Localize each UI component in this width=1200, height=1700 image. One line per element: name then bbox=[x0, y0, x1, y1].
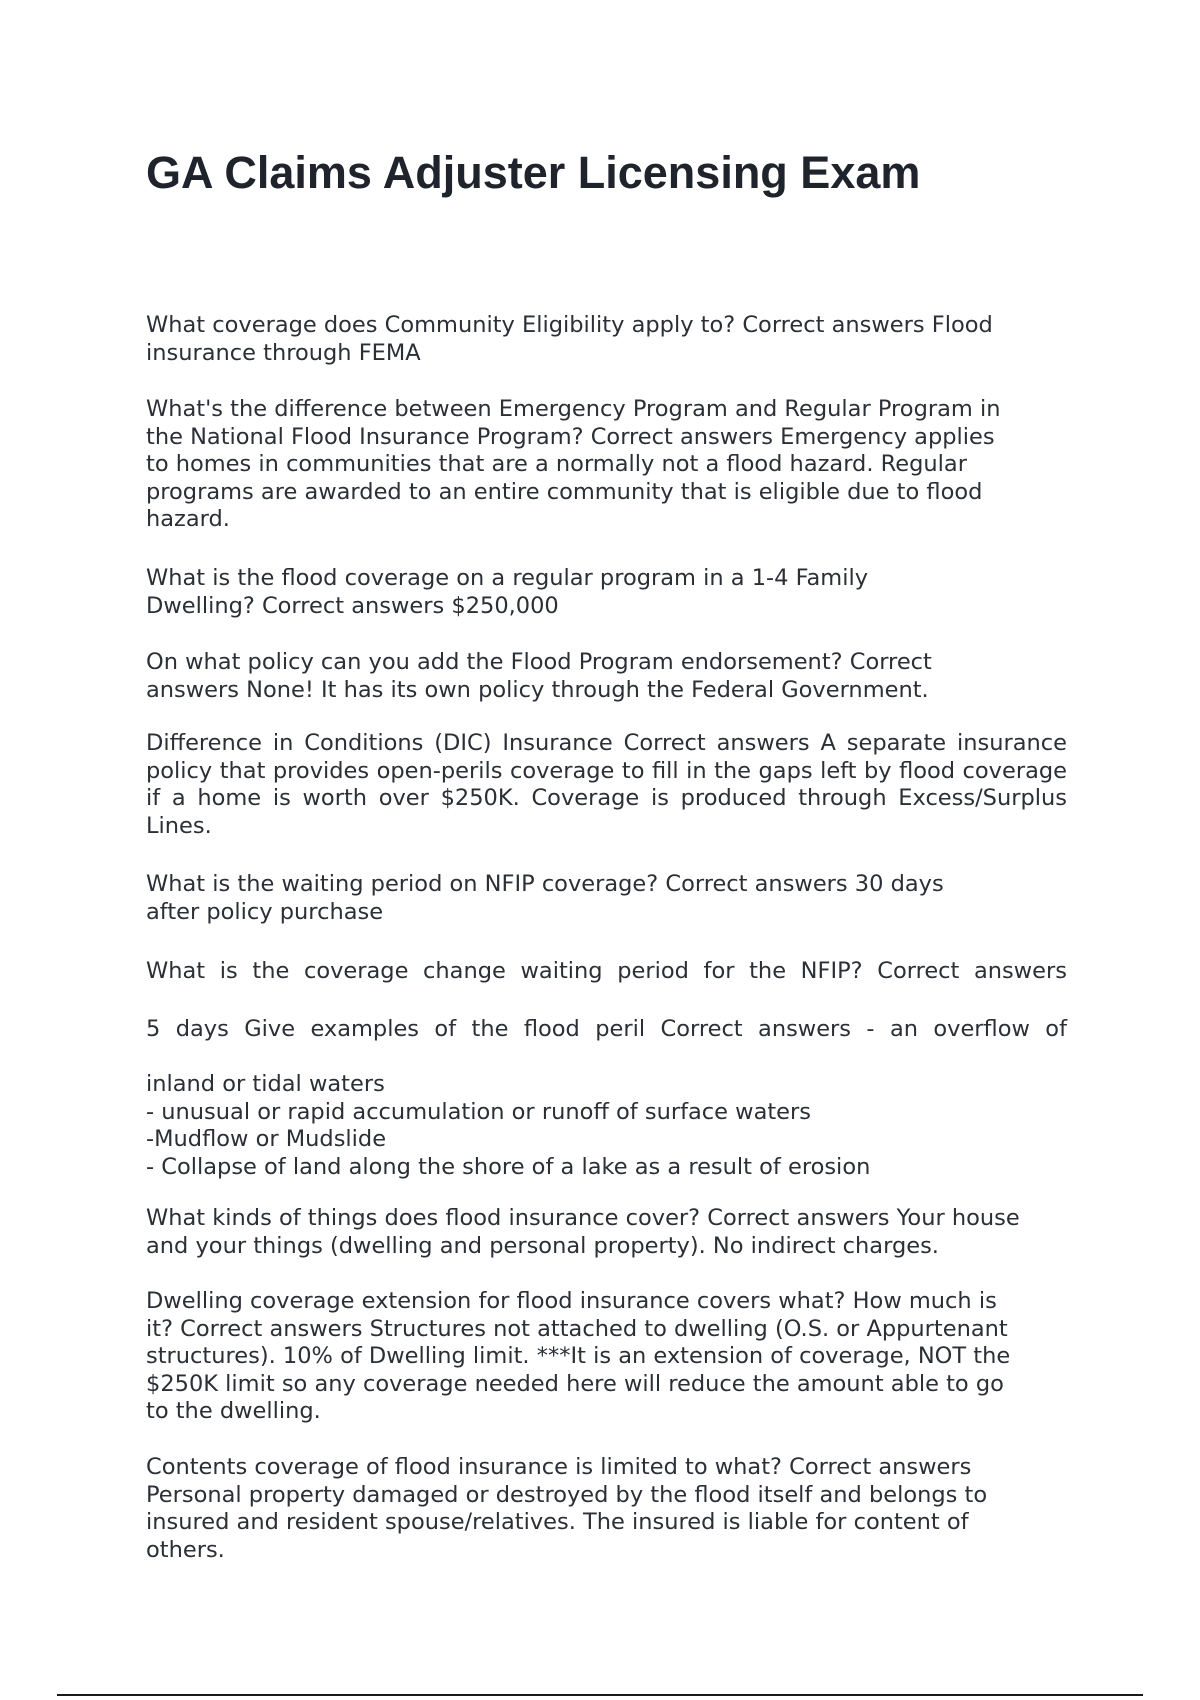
qa-entry-dwelling-extension: Dwelling coverage extension for flood insurance covers what? How much is it? Correct answers Structures not attached to dwelling (O.S. or Appurtenant structures). 10% of Dwelling limit. ***It is an extension of coverage, NOT the $250K limit so any coverage needed here will reduce the amount able to go to the dwelling. bbox=[146, 1288, 1011, 1424]
qa-entry-flood-endorsement: On what policy can you add the Flood Program endorsement? Correct answers None! It has its own policy through the Federal Government. bbox=[146, 649, 932, 703]
qa-entry-contents-coverage: Contents coverage of flood insurance is limited to what? Correct answers Personal property damaged or destroyed by the flood itself and belongs to insured and resident spouse/relatives. The insured is liable for content of others. bbox=[146, 1454, 988, 1563]
qa-entry-community-eligibility: What coverage does Community Eligibility apply to? Correct answers Flood insurance through FEMA bbox=[146, 312, 993, 366]
qa-entry-flood-peril-list: inland or tidal waters - unusual or rapid accumulation or runoff of surface waters -Mudflow or Mudslide - Collapse of land along the shore of a lake as a result of erosion bbox=[146, 1071, 871, 1180]
qa-entry-emergency-vs-regular: What's the difference between Emergency Program and Regular Program in the National Flood Insurance Program? Correct answers Emergency applies to homes in communities that are a normally not a flood hazard. Regular programs are awarded to an entire community that is eligible due to flood hazard. bbox=[146, 396, 1001, 532]
qa-entry-flood-insurance-cover: What kinds of things does flood insurance cover? Correct answers Your house and your things (dwelling and personal property). No indirect charges. bbox=[146, 1205, 1020, 1259]
qa-entry-flood-peril-examples: 5 days Give examples of the flood peril Correct answers - an overflow of bbox=[146, 1016, 1067, 1042]
qa-entry-dic-insurance: Difference in Conditions (DIC) Insurance Correct answers A separate insurance policy that provides open-perils coverage to fill in the gaps left by flood coverage if a home is worth over $250K. Coverage is produced through Excess/Surplus Lines. bbox=[146, 730, 1067, 839]
qa-entry-nfip-waiting-period: What is the waiting period on NFIP coverage? Correct answers 30 days after policy purchase bbox=[146, 871, 944, 925]
page-title: GA Claims Adjuster Licensing Exam bbox=[146, 147, 921, 198]
qa-entry-family-dwelling-coverage: What is the flood coverage on a regular program in a 1-4 Family Dwelling? Correct answers $250,000 bbox=[146, 565, 869, 619]
qa-entry-coverage-change-waiting: What is the coverage change waiting period for the NFIP? Correct answers bbox=[146, 958, 1067, 984]
footer-divider bbox=[57, 1694, 1143, 1696]
